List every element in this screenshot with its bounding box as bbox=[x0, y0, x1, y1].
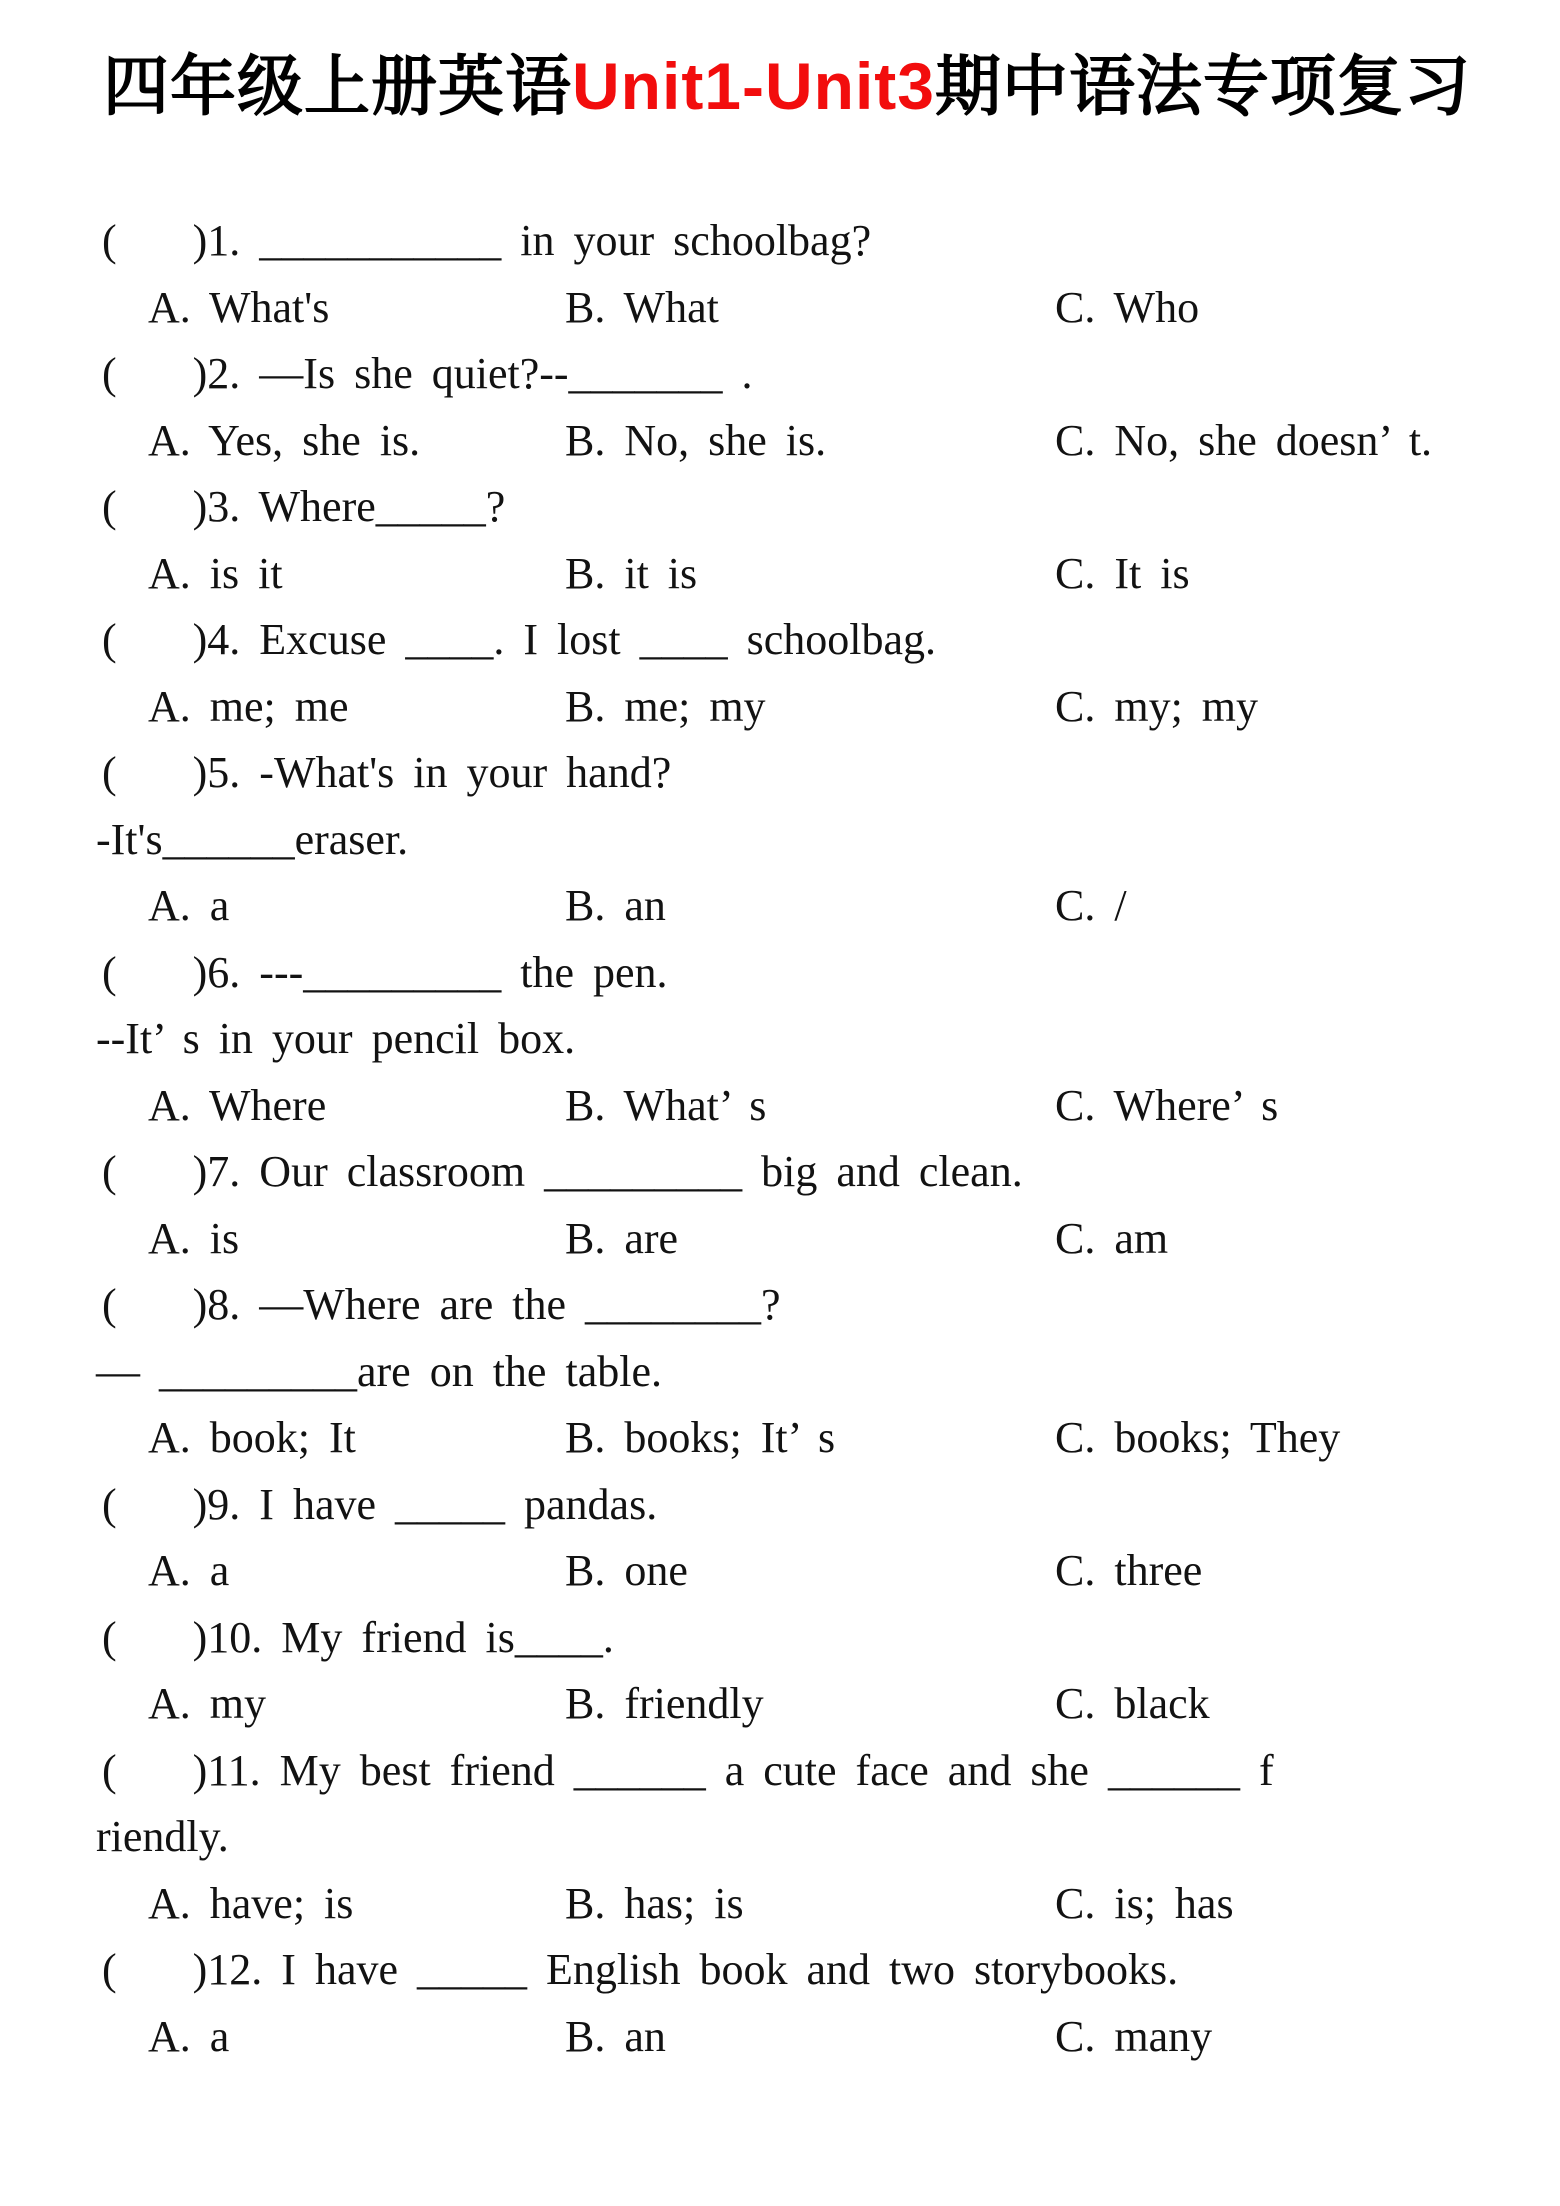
title-highlight: Unit1-Unit3 bbox=[572, 49, 935, 123]
option-a: A. is it bbox=[148, 548, 283, 598]
option-a: A. have; is bbox=[148, 1878, 354, 1928]
title-suffix: 期中语法专项复习 bbox=[934, 49, 1471, 123]
question-6-line-2: --It’ s in your pencil box. bbox=[96, 1014, 576, 1063]
question-1-options bbox=[0, 275, 1560, 342]
option-b: B. No, she is. bbox=[565, 415, 827, 465]
option-b: B. What bbox=[565, 282, 719, 332]
option-c: C. black bbox=[1055, 1679, 1210, 1728]
question-10-options bbox=[0, 1671, 1560, 1738]
title-prefix: 四年级上册英语 bbox=[103, 49, 572, 123]
question-7-line: ( )7. Our classroom _________ big and clean. bbox=[102, 1147, 1023, 1196]
option-a: A. Where bbox=[148, 1080, 327, 1130]
option-a: A. my bbox=[148, 1679, 266, 1728]
question-8-options bbox=[0, 1405, 1560, 1472]
option-b: B. What’ s bbox=[565, 1080, 767, 1130]
option-c: C. three bbox=[1055, 1546, 1203, 1595]
option-a: A. a bbox=[148, 881, 230, 930]
question-5-line: ( )5. -What's in your hand? bbox=[102, 748, 672, 797]
question-4-line: ( )4. Excuse ____. I lost ____ schoolbag. bbox=[102, 615, 936, 664]
option-a: A. What's bbox=[148, 282, 330, 332]
option-b: B. one bbox=[565, 1546, 688, 1595]
question-3-line: ( )3. Where_____? bbox=[102, 482, 506, 531]
question-6-options bbox=[0, 1073, 1560, 1140]
question-12-options bbox=[0, 2004, 1560, 2071]
question-8-line: ( )8. —Where are the ________? bbox=[102, 1280, 781, 1329]
option-c: C. Where’ s bbox=[1055, 1080, 1279, 1130]
question-1-line: ( )1. ___________ in your schoolbag? bbox=[102, 216, 872, 265]
option-a: A. a bbox=[148, 2011, 230, 2061]
option-c: C. my; my bbox=[1055, 681, 1259, 731]
question-3-options bbox=[0, 541, 1560, 608]
option-c: C. It is bbox=[1055, 548, 1190, 598]
question-7-options bbox=[0, 1206, 1560, 1273]
option-a: A. is bbox=[148, 1213, 240, 1263]
option-a: A. a bbox=[148, 1546, 230, 1595]
option-c: C. many bbox=[1055, 2011, 1213, 2061]
option-b: B. an bbox=[565, 881, 666, 930]
option-c: C. am bbox=[1055, 1213, 1169, 1263]
option-a: A. me; me bbox=[148, 681, 349, 731]
option-c: C. / bbox=[1055, 881, 1127, 930]
question-4-options bbox=[0, 674, 1560, 741]
question-2-options bbox=[0, 408, 1560, 475]
option-a: A. Yes, she is. bbox=[148, 415, 421, 465]
question-12-line: ( )12. I have _____ English book and two storybooks. bbox=[102, 1945, 1179, 1994]
question-5-options bbox=[0, 873, 1560, 940]
option-c: C. Who bbox=[1055, 282, 1200, 332]
page-title bbox=[103, 40, 1471, 132]
questions-list bbox=[0, 208, 1560, 2070]
option-b: B. friendly bbox=[565, 1679, 764, 1728]
option-c: C. No, she doesn’ t. bbox=[1055, 415, 1433, 465]
option-c: C. is; has bbox=[1055, 1878, 1234, 1928]
question-11-line: ( )11. My best friend ______ a cute face and she ______ f bbox=[102, 1745, 1274, 1795]
question-10-line: ( )10. My friend is____. bbox=[102, 1612, 614, 1662]
option-c: C. books; They bbox=[1055, 1413, 1341, 1462]
option-a: A. book; It bbox=[148, 1413, 356, 1462]
question-8-line-2: — _________are on the table. bbox=[96, 1346, 662, 1396]
option-b: B. it is bbox=[565, 548, 698, 598]
option-b: B. are bbox=[565, 1213, 679, 1263]
question-5-line-2: -It's______eraser. bbox=[96, 814, 409, 864]
question-11-options bbox=[0, 1871, 1560, 1938]
option-b: B. me; my bbox=[565, 681, 766, 731]
question-9-line: ( )9. I have _____ pandas. bbox=[102, 1479, 658, 1529]
question-9-options bbox=[0, 1538, 1560, 1605]
option-b: B. an bbox=[565, 2011, 666, 2061]
option-b: B. books; It’ s bbox=[565, 1413, 836, 1462]
question-6-line: ( )6. ---_________ the pen. bbox=[102, 947, 668, 997]
option-b: B. has; is bbox=[565, 1878, 744, 1928]
question-2-line: ( )2. —Is she quiet?--_______ . bbox=[102, 349, 753, 398]
question-11-line-2: riendly. bbox=[96, 1812, 229, 1861]
